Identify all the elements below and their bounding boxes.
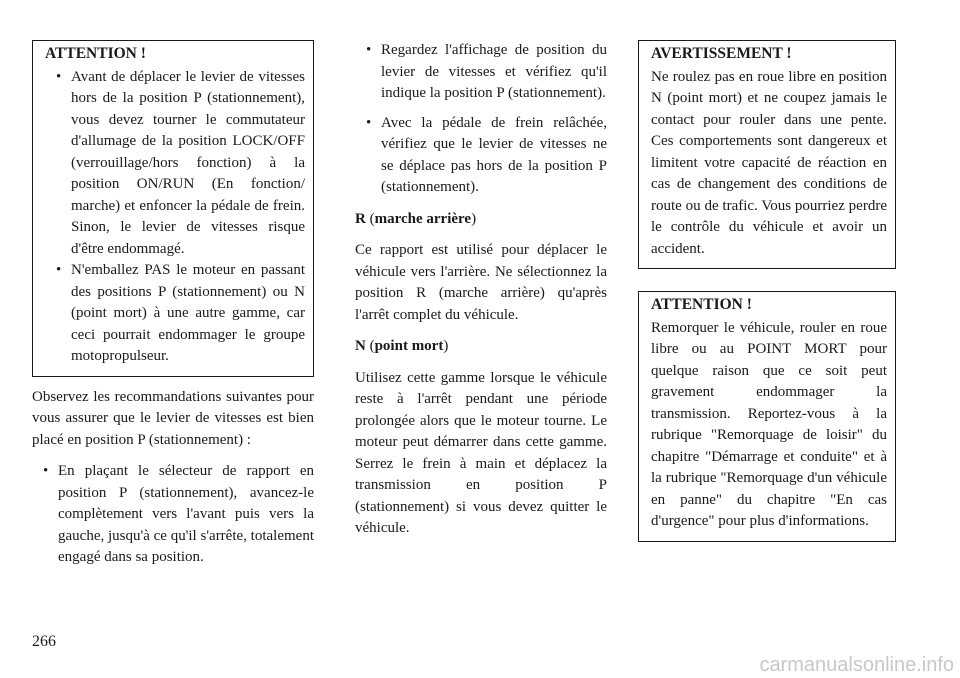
neutral-paragraph: Utilisez cette gamme lorsque le véhicule reste à l'arrêt pendant une période prolongée alors que le moteur tourne. Le moteur peut démarrer dans cette gamme. Serrez le frein à main et déplacez la transmission en position P (stationnement) si vous devez quitter le véhicule.: [355, 369, 607, 536]
warning-box: [638, 40, 896, 269]
attention-box-towing: [638, 291, 896, 542]
attention-bullet: • N'emballez PAS le moteur en passant des positions P (stationnement) ou N (point mort) à une autre gamme, car ceci pourrait endommager le groupe motopropulseur.: [56, 262, 305, 364]
reverse-heading: R (marche arrière): [355, 210, 477, 227]
check-bullet-list: [355, 40, 607, 199]
attention-text: Remorquer le véhicule, rouler en roue libre ou au POINT MORT pour quelque raison que ce soit peut gravement endommager la transmission. Reportez-vous à la rubrique "Remorquage de loisir" du chapitre "Démarrage et conduite" et à la rubrique "Remorquage d'un véhicule en panne" du chapitre "En cas d'urgence" pour plus d'informations.: [651, 319, 887, 529]
neutral-heading: N (point mort): [355, 338, 449, 354]
park-bullet-list: [32, 461, 314, 569]
reverse-paragraph: Ce rapport est utilisé pour déplacer le véhicule vers l'arrière. Ne sélectionnez la position R (marche arrière) qu'après l'arrêt complet du véhicule.: [355, 242, 607, 323]
column-right: [638, 40, 896, 542]
park-bullet: • En plaçant le sélecteur de rapport en position P (stationnement), avancez-le complètement vers l'avant puis vers la gauche, jusqu'à ce qu'il s'arrête, totalement engagé dans sa position.: [43, 463, 314, 565]
watermark: carmanualsonline.info: [759, 653, 954, 676]
column-middle: [355, 40, 607, 540]
page-number: 266: [32, 633, 56, 650]
warning-title: AVERTISSEMENT !: [651, 45, 792, 62]
attention-bullet: • Avant de déplacer le levier de vitesses hors de la position P (stationnement), vous devez tourner le commutateur d'allumage de la position LOCK/OFF (verrouillage/hors fonction) à la position ON/RUN (En fonction/ marche) et enfoncer la pédale de frein. Sinon, le levier de vitesses risque d'être endommagé.: [56, 68, 305, 257]
park-paragraph: Observez les recommandations suivantes pour vous assurer que le levier de vitesses est bien placé en position P (stationnement) :: [32, 388, 314, 448]
check-bullet: • Avec la pédale de frein relâchée, vérifiez que le levier de vitesses ne se déplace pas hors de la position P (stationnement).: [366, 114, 607, 195]
attention-title: ATTENTION !: [651, 296, 752, 313]
column-left: [32, 40, 314, 569]
warning-text: Ne roulez pas en roue libre en position N (point mort) et ne coupez jamais le contact pour rouler dans une pente. Ces comportements sont dangereux et limitent votre capacité de réaction en cas de changement des conditions de route ou de trafic. Vous pourriez perdre le contrôle du véhicule et avoir un accident.: [651, 68, 887, 257]
check-bullet: • Regardez l'affichage de position du levier de vitesses et vérifiez qu'il indique la position P (stationnement).: [366, 42, 607, 101]
attention-title: ATTENTION !: [45, 45, 146, 62]
attention-bullet-list: [45, 67, 305, 368]
attention-box: [32, 40, 314, 377]
